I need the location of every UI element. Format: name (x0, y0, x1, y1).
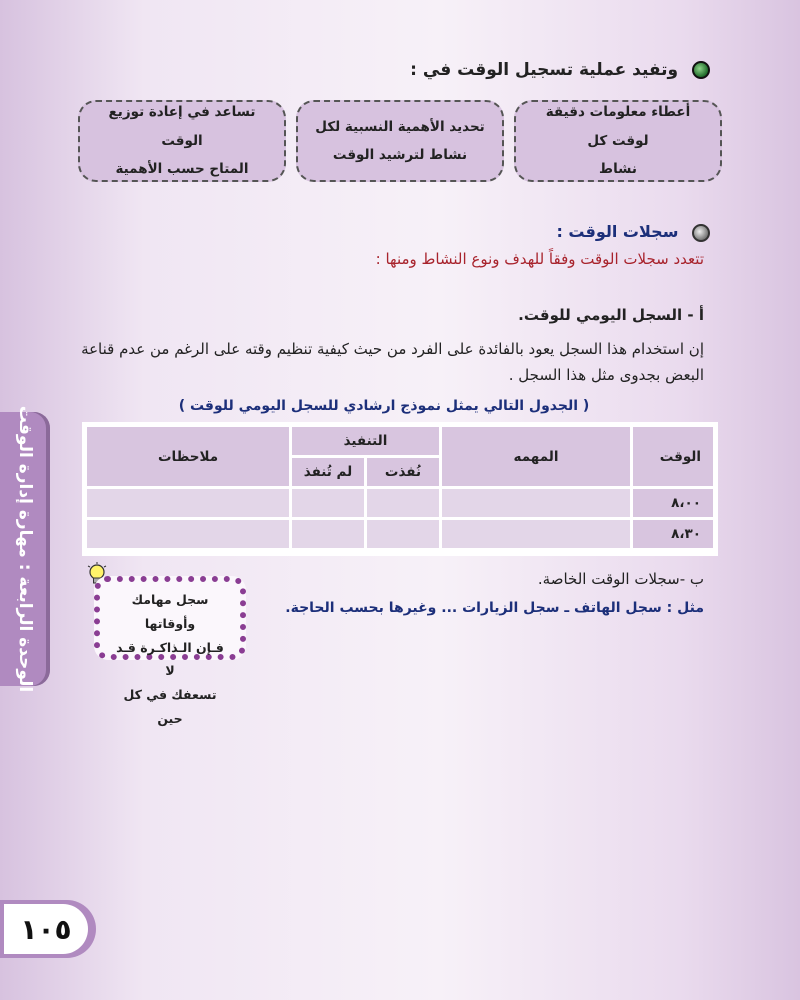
benefit-line: المتاح حسب الأهمية (115, 161, 249, 178)
gray-bullet-icon (692, 224, 710, 242)
section-a-paragraph (64, 336, 704, 389)
table-row (87, 489, 713, 517)
section-a-line: البعض بجدوى مثل هذا السجل . (508, 366, 704, 385)
benefit-line: نشاط (599, 161, 637, 178)
empty-cell (367, 520, 439, 548)
tip-line: فـإن الـذاكـرة قـد لا (116, 639, 224, 679)
time-records-heading (70, 222, 710, 242)
col-task-header: المهمه (442, 427, 630, 486)
empty-cell (87, 489, 289, 517)
section-a-line: إن استخدام هذا السجل يعود بالفائدة على الفرد من حيث كيفية تنظيم وقته على الرغم من عدم قناعة (81, 340, 704, 358)
empty-cell (87, 520, 289, 548)
benefit-line: تساعد في إعادة توزيع الوقت (108, 104, 256, 149)
empty-cell (292, 520, 364, 548)
benefit-line: أعطاء معلومات دقيقة لوقت كل (545, 104, 691, 149)
benefit-box (78, 100, 286, 182)
daily-log-table (84, 424, 716, 551)
tip-note-box (94, 576, 246, 726)
section-b-title: ب -سجلات الوقت الخاصة. (537, 570, 704, 588)
empty-cell (442, 489, 630, 517)
benefits-heading (70, 60, 710, 80)
time-records-subtitle: تتعدد سجلات الوقت وفقاً للهدف ونوع النشاط ومنها : (375, 250, 704, 268)
benefit-line: تحديد الأهمية النسبية لكل (315, 118, 485, 135)
benefits-heading-text: وتفيد عملية تسجيل الوقت في : (410, 60, 679, 80)
section-b-example: مثل : سجل الهاتف ـ سجل الزيارات ... وغيرها بحسب الحاجة. (285, 600, 704, 616)
table-row (87, 520, 713, 548)
col-notes-header: ملاحظات (87, 427, 289, 486)
col-exec-header: التنفيذ (292, 427, 439, 455)
page-number: ١٠٥ (4, 904, 88, 954)
section-a-title: أ - السجل اليومي للوقت. (518, 306, 704, 324)
empty-cell (292, 489, 364, 517)
benefit-box (514, 100, 722, 182)
benefit-line: نشاط لترشيد الوقت (332, 147, 468, 163)
unit-side-tab (0, 405, 50, 693)
green-bullet-icon (692, 61, 710, 79)
unit-side-tab-text: الوحدة الرابعة : مهارة إدارة الوقت (15, 405, 35, 693)
empty-cell (367, 489, 439, 517)
benefits-boxes (78, 100, 722, 182)
page-number-tab (0, 900, 96, 958)
empty-cell (442, 520, 630, 548)
time-cell: ٨،٣٠ (633, 520, 713, 548)
time-cell: ٨،٠٠ (633, 489, 713, 517)
table-caption: ( الجدول التالي يمثل نموذج ارشادي للسجل اليومي للوقت ) (178, 398, 590, 414)
col-time-header: الوقت (633, 427, 713, 486)
time-records-heading-text: سجلات الوقت : (556, 222, 679, 241)
tip-line: سجل مهامك وأوقاتها (131, 592, 209, 631)
table-header-row (87, 427, 713, 455)
tip-line: تسعفك في كل حين (123, 687, 217, 726)
benefit-box (296, 100, 504, 182)
col-notdone-header: لم تُنفذ (292, 458, 364, 486)
col-done-header: نُفذت (367, 458, 439, 486)
